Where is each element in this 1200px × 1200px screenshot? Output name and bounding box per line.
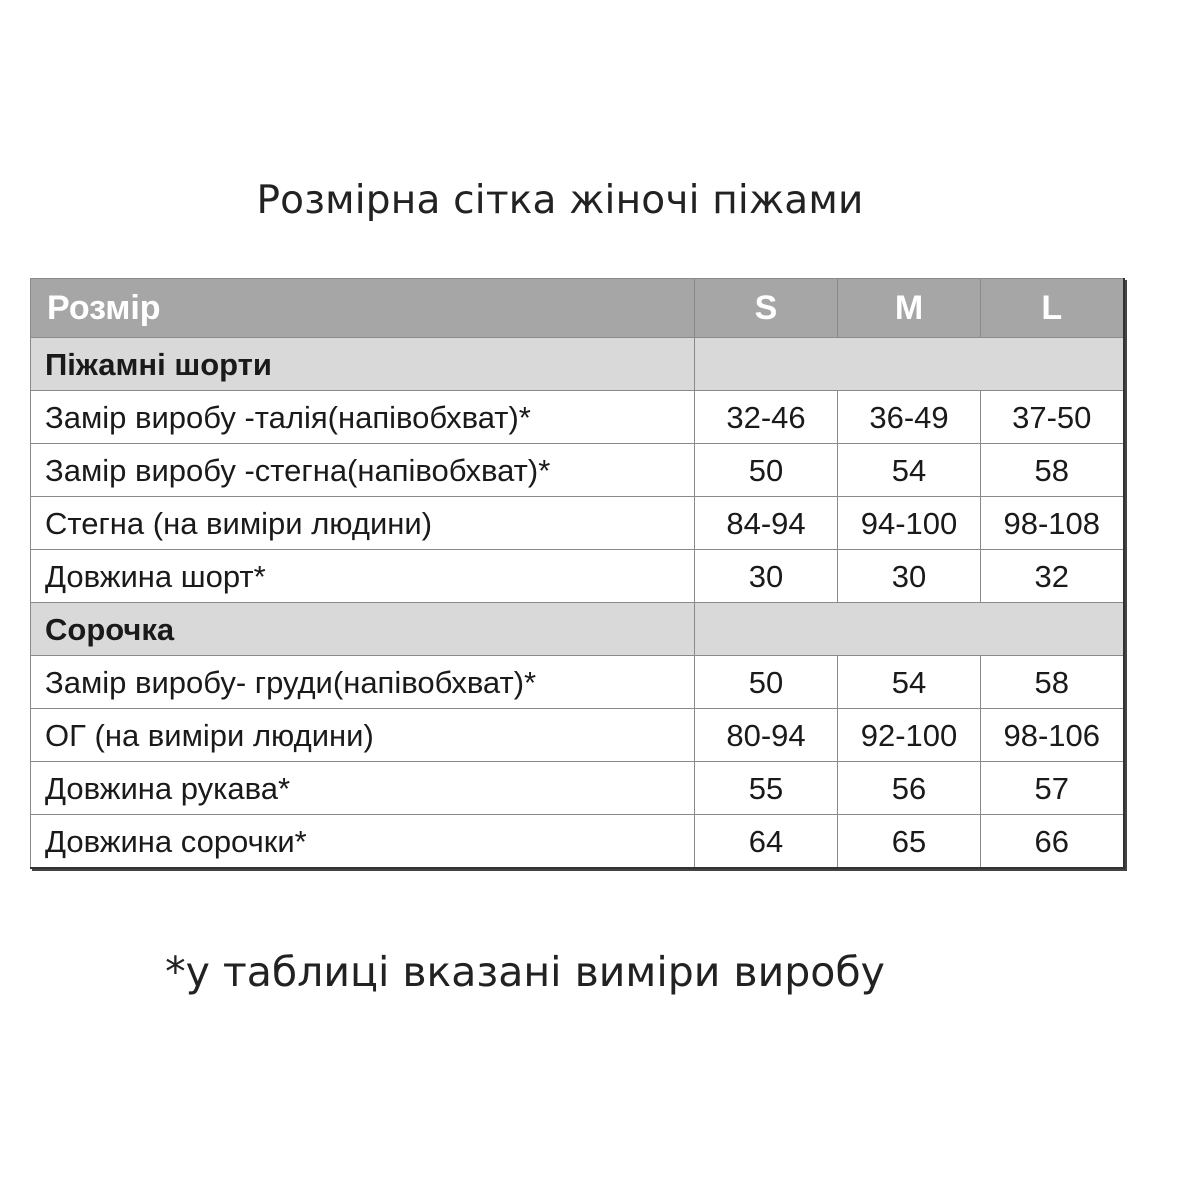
footnote: *у таблиці вказані виміри виробу bbox=[165, 948, 885, 996]
header-size-s: S bbox=[695, 279, 838, 338]
table-header-row bbox=[31, 279, 1124, 338]
row-label: ОГ (на виміри людини) bbox=[31, 709, 695, 762]
table-row bbox=[31, 656, 1124, 709]
row-value-s: 64 bbox=[695, 815, 838, 869]
row-value-s: 30 bbox=[695, 550, 838, 603]
header-size-m: M bbox=[838, 279, 981, 338]
section-filler bbox=[695, 603, 1124, 656]
page-title: Розмірна сітка жіночі піжами bbox=[256, 178, 864, 223]
header-size-label: Розмір bbox=[31, 279, 695, 338]
row-value-l: 37-50 bbox=[981, 391, 1124, 444]
row-value-l: 32 bbox=[981, 550, 1124, 603]
row-value-m: 92-100 bbox=[838, 709, 981, 762]
table-row bbox=[31, 391, 1124, 444]
row-value-s: 50 bbox=[695, 444, 838, 497]
row-value-l: 58 bbox=[981, 444, 1124, 497]
section-title: Піжамні шорти bbox=[31, 338, 695, 391]
row-value-m: 30 bbox=[838, 550, 981, 603]
row-label: Замір виробу -стегна(напівобхват)* bbox=[31, 444, 695, 497]
row-value-m: 94-100 bbox=[838, 497, 981, 550]
section-title: Сорочка bbox=[31, 603, 695, 656]
row-label: Довжина сорочки* bbox=[31, 815, 695, 869]
row-value-m: 56 bbox=[838, 762, 981, 815]
row-value-s: 50 bbox=[695, 656, 838, 709]
row-value-l: 58 bbox=[981, 656, 1124, 709]
row-label: Стегна (на виміри людини) bbox=[31, 497, 695, 550]
row-value-s: 84-94 bbox=[695, 497, 838, 550]
size-chart-table bbox=[30, 278, 1125, 869]
table-row bbox=[31, 550, 1124, 603]
section-filler bbox=[695, 338, 1124, 391]
header-size-l: L bbox=[981, 279, 1124, 338]
row-value-m: 54 bbox=[838, 444, 981, 497]
row-value-s: 55 bbox=[695, 762, 838, 815]
table-row bbox=[31, 444, 1124, 497]
table-row bbox=[31, 497, 1124, 550]
row-value-m: 36-49 bbox=[838, 391, 981, 444]
row-label: Довжина шорт* bbox=[31, 550, 695, 603]
row-value-m: 65 bbox=[838, 815, 981, 869]
row-value-l: 57 bbox=[981, 762, 1124, 815]
section-row-shorts bbox=[31, 338, 1124, 391]
row-value-l: 98-106 bbox=[981, 709, 1124, 762]
row-value-s: 32-46 bbox=[695, 391, 838, 444]
table-row bbox=[31, 762, 1124, 815]
table-row bbox=[31, 709, 1124, 762]
table-row bbox=[31, 815, 1124, 869]
row-value-l: 98-108 bbox=[981, 497, 1124, 550]
row-value-s: 80-94 bbox=[695, 709, 838, 762]
row-value-m: 54 bbox=[838, 656, 981, 709]
section-row-shirt bbox=[31, 603, 1124, 656]
row-value-l: 66 bbox=[981, 815, 1124, 869]
row-label: Довжина рукава* bbox=[31, 762, 695, 815]
row-label: Замір виробу- груди(напівобхват)* bbox=[31, 656, 695, 709]
row-label: Замір виробу -талія(напівобхват)* bbox=[31, 391, 695, 444]
